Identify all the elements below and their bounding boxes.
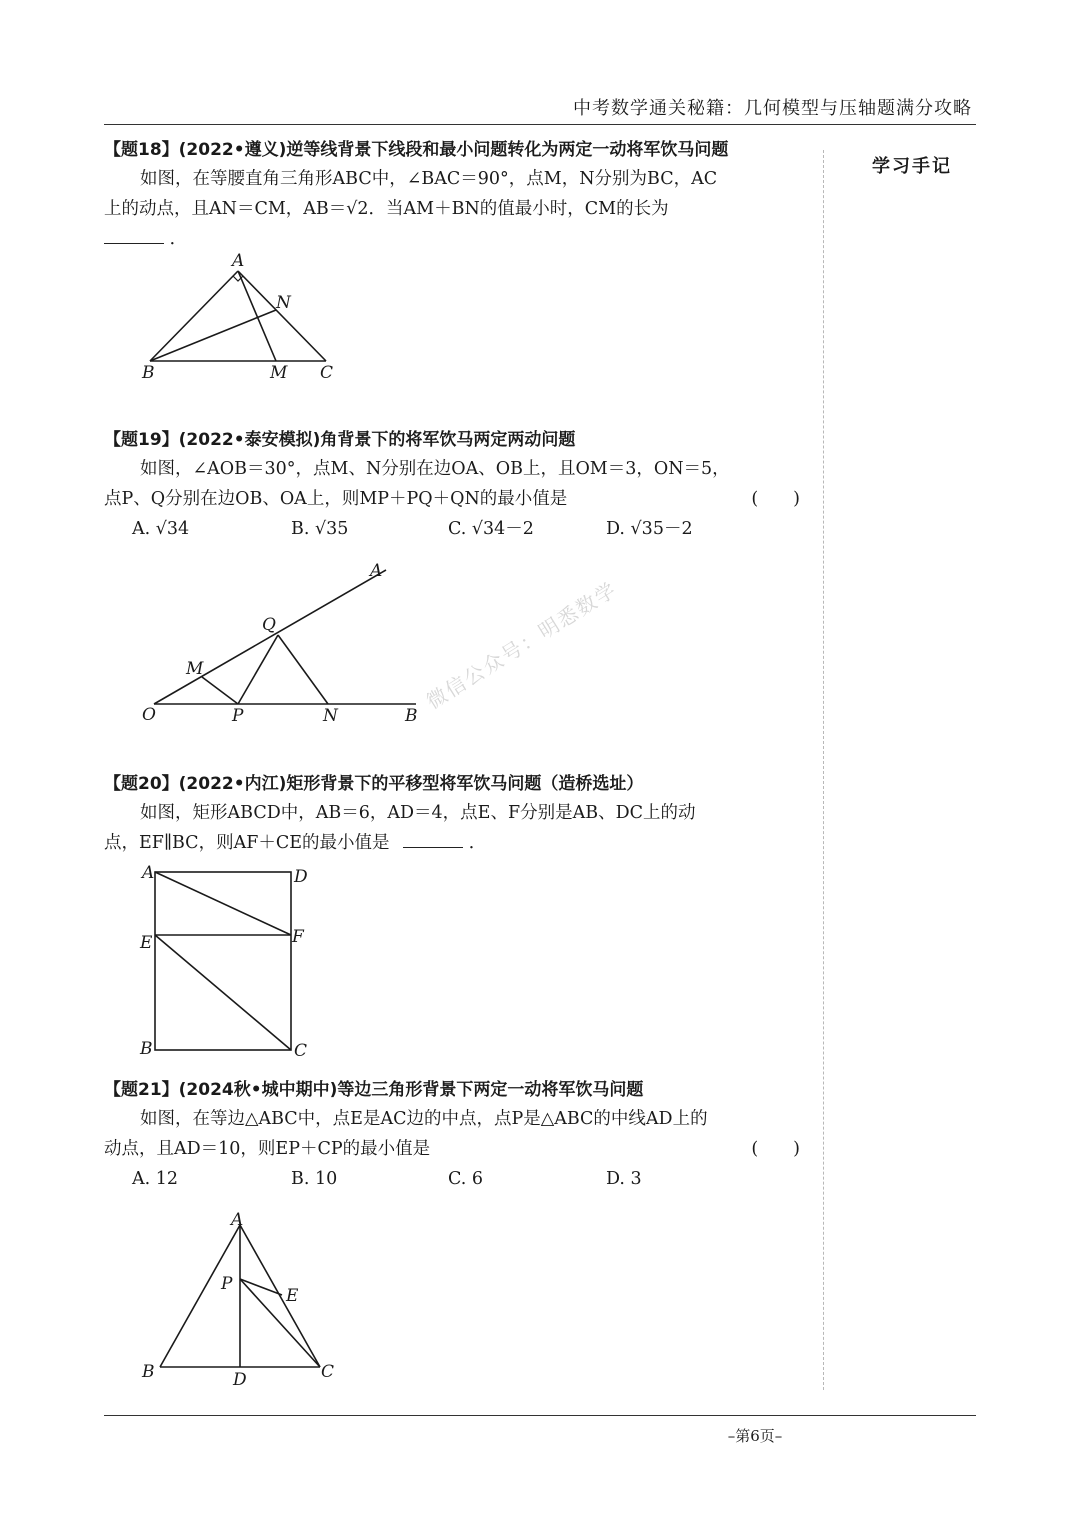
q19-segment-PQ [238,635,278,704]
q18-label-N: N [276,293,291,313]
question-20 [104,770,804,858]
q21-segment-PC [240,1279,320,1367]
q20-rectangle-ABCD [155,872,291,1050]
q20-line2-tail: ． [468,833,487,853]
q19-answer-paren[interactable]: ( ) [751,489,800,509]
q18-line1: 如图，在等腰直角三角形ABC中，∠BAC＝90°，点M，N分别为BC，AC [140,169,718,189]
q21-option-d[interactable]: D. 3 [606,1169,642,1189]
q21-label-E: E [286,1286,299,1306]
q18-line3-tail: ． [169,229,188,249]
notes-label: 学习手记 [872,156,952,177]
q18-segment-AC [238,271,326,361]
q19-segment-QN [278,635,328,704]
q18-line2: 上的动点，且AN＝CM，AB＝√2．当AM＋BN的值最小时，CM的长为 [104,199,669,219]
page-header [104,92,976,125]
q18-answer-blank[interactable] [104,225,164,244]
q19-label-M: M [186,659,204,679]
q21-label-P: P [221,1274,233,1294]
q20-label-A: A [142,863,155,883]
q21-option-a[interactable]: A. 12 [132,1169,179,1189]
q19-line2-text: 点P、Q分别在边OB、OA上，则MP＋PQ＋QN的最小值是 [104,489,568,509]
q18-label-A: A [232,251,245,271]
q21-segment-AC [240,1225,320,1367]
page-number: –第6页– [727,1427,783,1445]
q19-label-P: P [232,706,244,726]
q21-answer-paren[interactable]: ( ) [751,1139,800,1159]
q19-label-B: B [405,706,418,726]
q21-segment-AB [160,1225,240,1367]
q19-option-a[interactable]: A. √34 [132,519,190,539]
notes-divider [823,150,824,1390]
q20-label-E: E [140,933,153,953]
q20-line1: 如图，矩形ABCD中，AB＝6，AD＝4，点E、F分别是AB、DC上的动 [140,803,696,823]
question-21 [104,1076,804,1194]
q21-label-C: C [321,1362,335,1382]
q19-label-Q: Q [262,615,276,635]
question-18 [104,136,804,254]
header-title: 中考数学通关秘籍：几何模型与压轴题满分攻略 [573,98,972,119]
q21-label-A: A [231,1210,244,1230]
q19-figure [134,558,434,733]
q18-label-B: B [142,363,155,383]
q20-label-F: F [292,927,304,947]
q21-figure [134,1205,354,1390]
q21-option-b[interactable]: B. 10 [291,1169,338,1189]
q20-title: 【题20】(2022•内江)矩形背景下的平移型将军饮马问题（造桥选址） [104,774,644,794]
q21-option-c[interactable]: C. 6 [448,1169,484,1189]
q19-options [104,514,804,544]
q21-line2-text: 动点，且AD＝10，则EP＋CP的最小值是 [104,1139,431,1159]
q19-segment-MP [202,677,238,704]
q18-segment-AM [238,271,276,361]
q19-line2 [104,484,804,514]
q20-segment-EC [155,935,291,1050]
q19-option-d[interactable]: D. √35－2 [606,519,693,539]
q19-label-O: O [142,705,156,725]
q18-label-M: M [270,363,288,383]
q20-label-C: C [294,1041,308,1061]
q19-label-N: N [323,706,338,726]
watermark: 微信公众号：明悉数学 [422,576,622,714]
q21-line2 [104,1134,804,1164]
q18-label-C: C [320,363,334,383]
q19-option-c[interactable]: C. √34－2 [448,519,534,539]
q20-segment-AF [155,872,291,935]
footer-rule [104,1415,976,1416]
q19-title: 【题19】(2022•泰安模拟)角背景下的将军饮马两定两动问题 [104,430,576,450]
q21-options [104,1164,804,1194]
q20-line2 [104,828,804,858]
q20-label-D: D [294,867,308,887]
q20-figure [134,860,324,1065]
q19-ray-OA [154,570,386,704]
question-19 [104,426,804,544]
q19-label-A: A [370,561,383,581]
q21-title: 【题21】(2024秋•城中期中)等边三角形背景下两定一动将军饮马问题 [104,1080,644,1100]
q20-answer-blank[interactable] [403,829,463,848]
q21-label-D: D [233,1370,247,1390]
q20-label-B: B [140,1039,153,1059]
q21-line1: 如图，在等边△ABC中，点E是AC边的中点，点P是△ABC的中线AD上的 [140,1109,708,1129]
q20-line2-head: 点，EF∥BC，则AF＋CE的最小值是 [104,833,390,853]
q18-segment-BA [150,271,238,361]
q18-figure [104,250,364,390]
q21-label-B: B [142,1362,155,1382]
q18-title: 【题18】(2022•遵义)逆等线背景下线段和最小问题转化为两定一动将军饮马问题 [104,140,729,160]
q19-option-b[interactable]: B. √35 [291,519,349,539]
q19-line1: 如图，∠AOB＝30°，点M、N分别在边OA、OB上，且OM＝3，ON＝5， [140,459,730,479]
